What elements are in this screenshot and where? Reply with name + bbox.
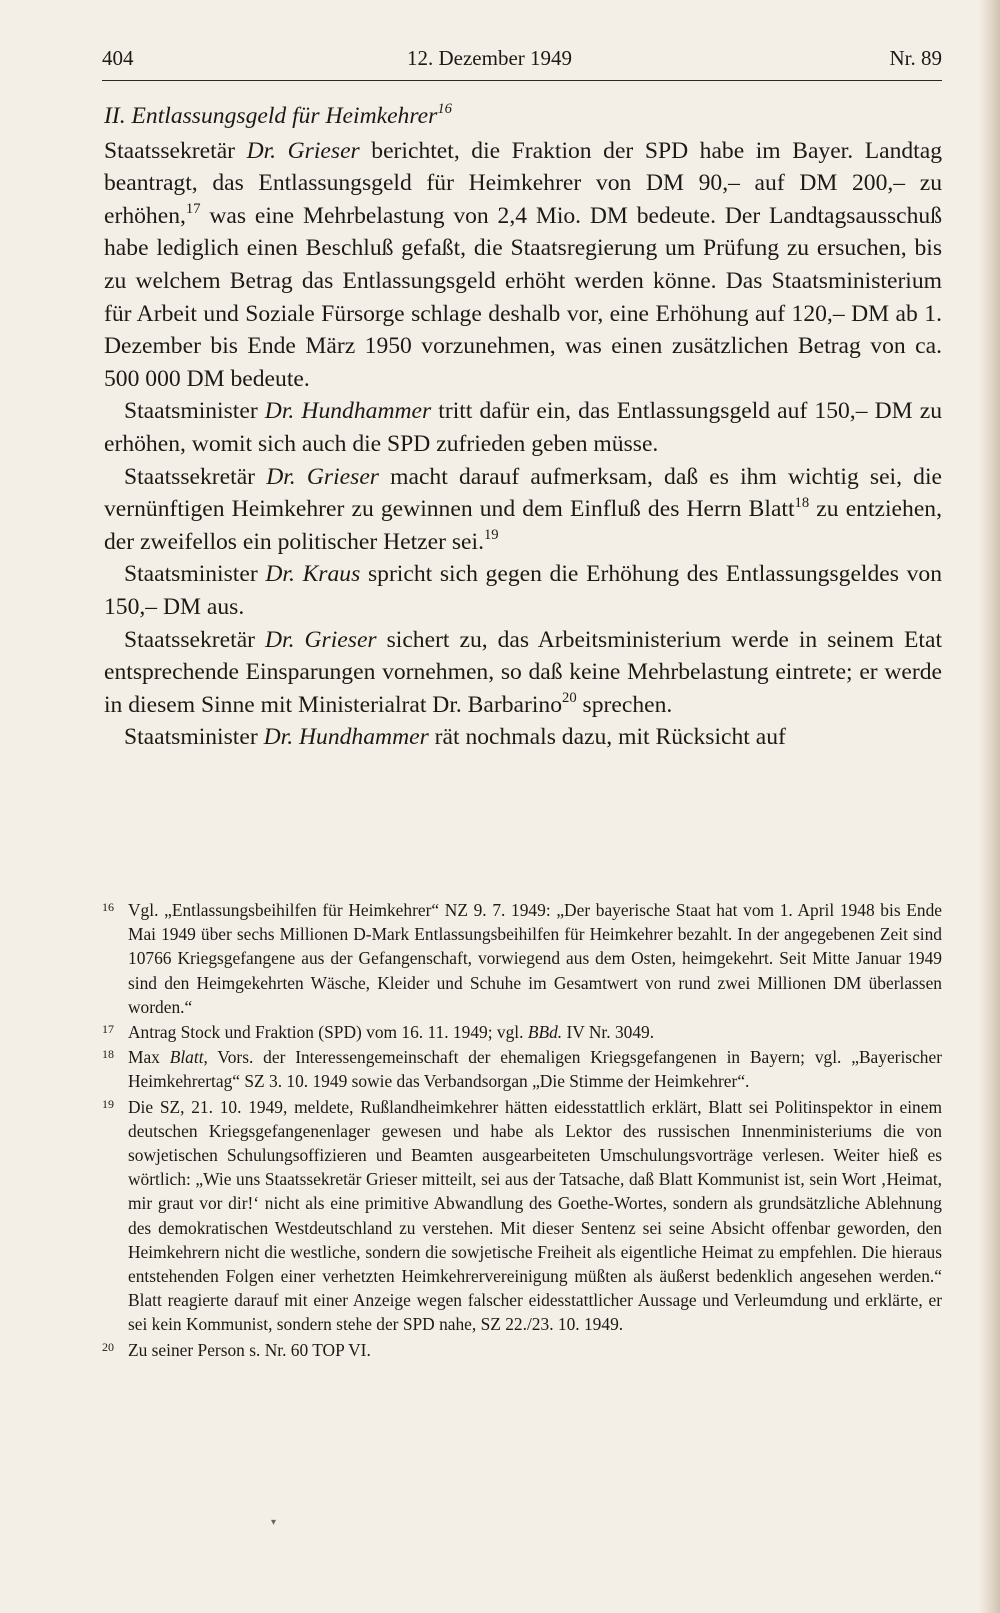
document-number: Nr. 89 [889,46,942,70]
page-number: 404 [102,46,134,70]
main-text [104,100,943,754]
paragraph-6: Staatsminister Dr. Hundhammer rät nochmals dazu, mit Rücksicht auf [124,724,786,751]
footnote-text: Vgl. „Entlassungsbeihilfen für Heimkehrer“ NZ 9. 7. 1949: „Der bayerische Staat hat vom 1. April 1948 bis Ende Mai 1949 über sechs Millionen D-Mark Entlassungsbeihilfen für Heimkehrer bezahlt. In der angegebenen Zeit sind 10766 Kriegsgefangene aus der Gefangenschaft, vorwiegend aus dem Osten, heimgekehrt. Seit Mitte Januar 1949 sind den Heimgekehrten Wäsche, Kleider und Schuhe im Gesamtwert von rund zwei Millionen DM überlassen worden.“ [128,900,942,1017]
paragraph-4: Staatsminister Dr. Kraus spricht sich gegen die Erhöhung des Entlassungsgeldes von 150,– DM aus. [104,561,943,620]
footnote-number: 20 [102,1339,114,1354]
footnote-text: Zu seiner Person s. Nr. 60 TOP VI. [128,1339,371,1360]
footnote-ref-18[interactable]: 18 [794,494,810,511]
footnote-16 [102,898,942,1019]
header-rule [102,80,942,81]
paragraph-2: Staatsminister Dr. Hundhammer tritt dafür ein, das Entlassungsgeld auf 150,– DM zu erhöhen, womit sich auch die SPD zufrieden geben müsse. [104,398,942,457]
footnote-number: 19 [102,1096,114,1111]
footnote-text: Die SZ, 21. 10. 1949, meldete, Rußlandheimkehrer hätten eidesstattlich erklärt, Blatt sei Politinspektor in einem deutschen Kriegsgefangenenlager gewesen und habe als Lektor des russischen Innenministeriums die von sowjetischen Schulungsoffizieren und Beamten ausgearbeiteten Umschulungsvorträge verlesen. Weiter hieß es wörtlich: „Wie uns Staatssekretär Grieser mitteilt, sei aus der Tatsache, daß Blatt Kommunist ist, sein Wort ‚Heimat, mir graut vor dir!‘ nicht als eine primitive Abwandlung des Goethe-Wortes, sondern als grundsätzliche Ablehnung des demokratischen Westdeutschland zu verstehen. Mit dieser Sentenz sei seine Absicht offenbar geworden, den Heimkehrern nicht die westliche, sondern die sowjetische Freiheit als eigentliche Heimat zu empfehlen. Die hieraus entstehenden Folgen einer verhetzten Heimkehrervereinigung müßten als äußerst bedenklich angesehen werden.“ Blatt reagierte darauf mit einer Anzeige wegen falscher eidesstattlicher Aussage und Verleumdung und erklärte, er sei kein Kommunist, sondern stehe der SPD nahe, SZ 22./23. 10. 1949. [128,1096,942,1335]
footnote-number: 17 [102,1022,114,1037]
footnote-number: 16 [102,900,114,914]
footnotes [102,898,942,1363]
footnote-20 [102,1338,942,1362]
footnote-number: 18 [102,1047,114,1062]
running-header [102,46,942,80]
footnote-ref-19[interactable]: 19 [483,527,499,544]
paragraph-1: Staatssekretär Dr. Grieser berichtet, die Fraktion der SPD habe im Bayer. Landtag beantragt, das Entlassungsgeld für Heimkehrer von DM 90,– auf DM 200,– zu erhöhen,$^{17}$ was eine Mehrbelastung von 2,4 Mio. DM bedeute. Der Landtagsausschuß habe lediglich einen Beschluß gefaßt, die Staatsregierung um Prüfung zu ersuchen, bis zu welchem Betrag das Entlassungsgeld erhöht werden könne. Das Staatsministerium für Arbeit und Soziale Fürsorge schlage deshalb vor, eine Erhöhung auf 120,– DM ab 1. Dezember bis Ende März 1950 vorzunehmen, was einen zusätzlichen Betrag von ca. 500 000 DM bedeute. [104,137,942,392]
page-edge-shadow [978,0,1000,1613]
footnote-ref-20[interactable]: 20 [562,690,577,707]
footnote-ref-16[interactable]: 16 [437,101,452,118]
paragraph-3: Staatssekretär Dr. Grieser macht darauf aufmerksam, daß es ihm wichtig sei, die vernünftigen Heimkehrer zu gewinnen und dem Einfluß des Herrn Blatt$^{18}$ zu entziehen, der zweifellos ein politischer Hetzer sei.$^{19}$ [104,463,943,555]
header-date: 12. Dezember 1949 [407,46,573,70]
footnote-ref-17[interactable]: 17 [185,201,201,218]
paragraph-5: Staatssekretär Dr. Grieser sichert zu, das Arbeitsministerium werde in seinem Etat entsprechende Einsparungen vornehmen, so daß keine Mehrbelastung eintrete; er werde in diesem Sinne mit Ministerialrat Dr. Barbarino$^{20}$ sprechen. [104,626,943,718]
footnote-18: 18 Max Blatt, Vors. der Interessengemeinschaft der ehemaligen Kriegsgefangenen in Bayern; vgl. „Bayerischer Heimkehrertag“ SZ 3. 10. 1949 sowie das Verbandsorgan „Die Stimme der Heimkehrer“. [102,1045,942,1093]
footnote-17: 17 Antrag Stock und Fraktion (SPD) vom 16. 11. 1949; vgl. BBd. IV Nr. 3049. [102,1020,942,1044]
section-title: II. Entlassungsgeld für Heimkehrer$^{16}$ [104,101,452,129]
print-speck: ▾ [271,1517,277,1528]
footnote-19 [102,1095,942,1337]
